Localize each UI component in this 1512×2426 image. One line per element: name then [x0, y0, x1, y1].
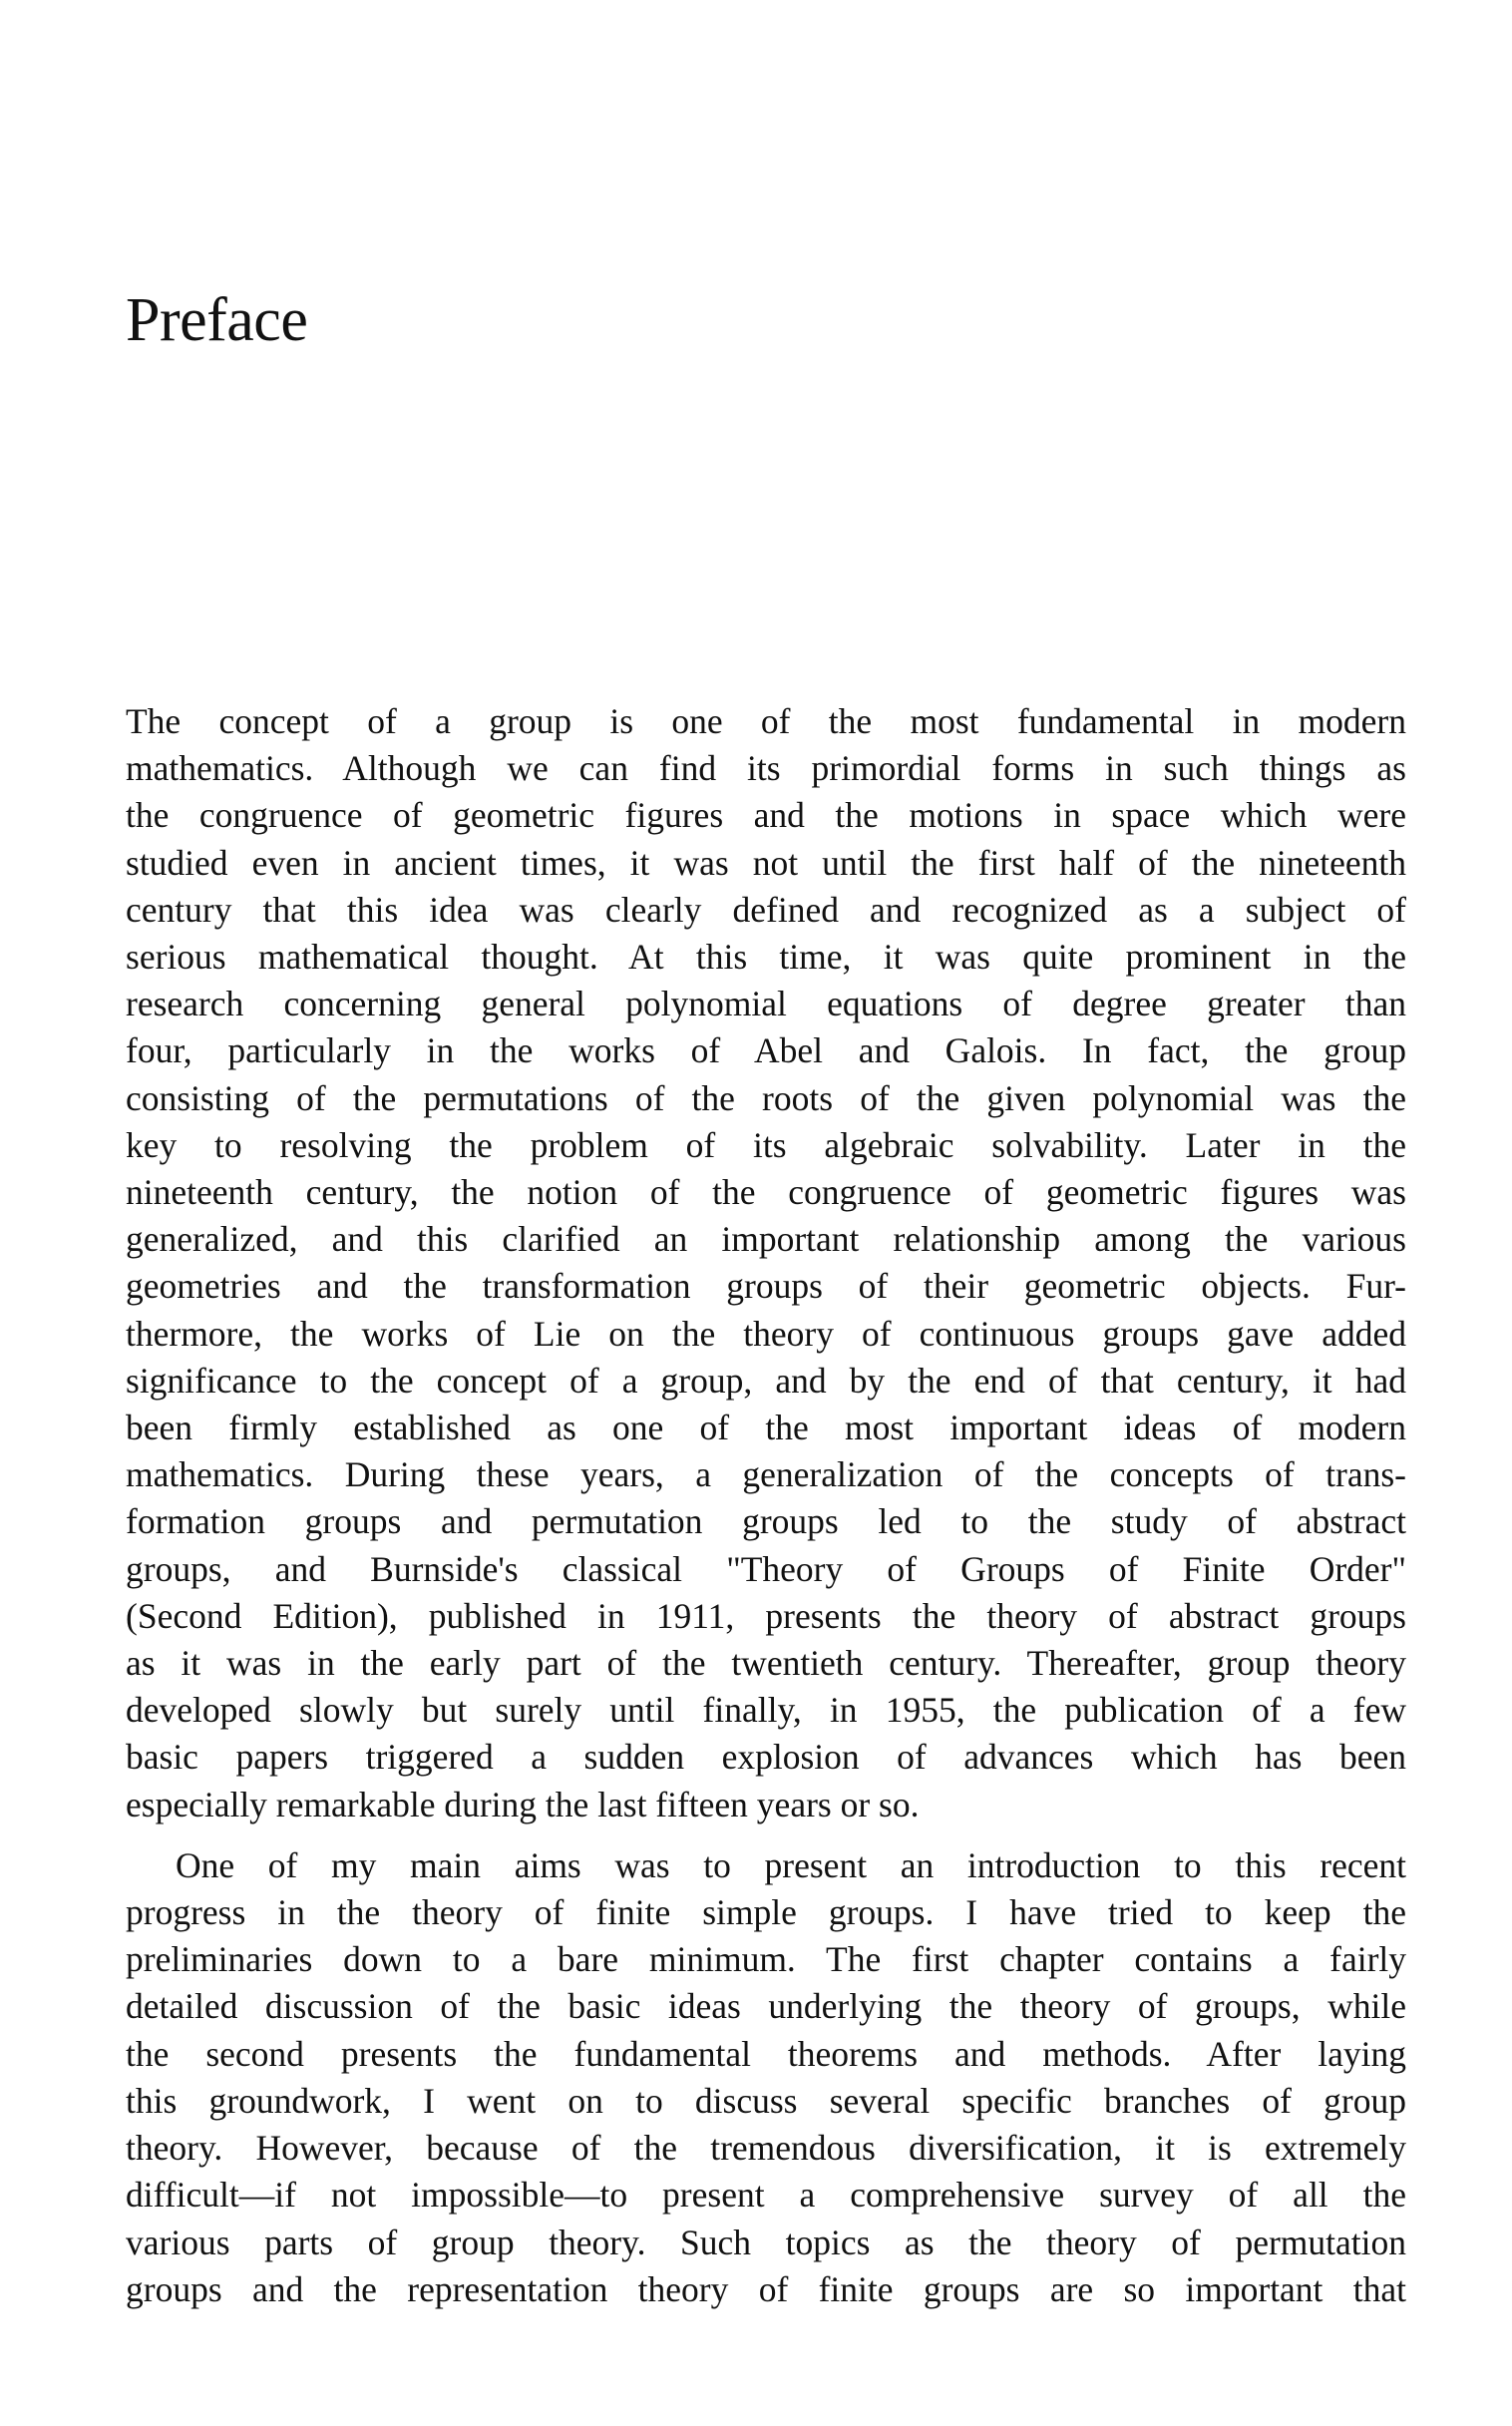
- text-line: (Second Edition), published in 1911, presents the theory of abstract groups: [126, 1595, 1406, 1636]
- text-line: nineteenth century, the notion of the congruence of geometric figures was: [126, 1172, 1406, 1213]
- paragraph-2: [126, 1842, 1406, 2313]
- text-line: generalized, and this clarified an important relationship among the various: [126, 1219, 1406, 1260]
- text-line: preliminaries down to a bare minimum. The first chapter contains a fairly: [126, 1939, 1406, 1980]
- text-line: serious mathematical thought. At this time, it was quite prominent in the: [126, 937, 1406, 978]
- text-line: key to resolving the problem of its algebraic solvability. Later in the: [126, 1124, 1406, 1165]
- text-line: progress in the theory of finite simple groups. I have tried to keep the: [126, 1892, 1406, 1933]
- text-line: basic papers triggered a sudden explosion of advances which has been: [126, 1737, 1406, 1778]
- text-line: this groundwork, I went on to discuss several specific branches of group: [126, 2080, 1406, 2121]
- text-line: studied even in ancient times, it was not until the first half of the nineteenth: [126, 842, 1406, 883]
- text-line: geometries and the transformation groups of their geometric objects. Fur-: [126, 1266, 1406, 1307]
- text-line: various parts of group theory. Such topics as the theory of permutation: [126, 2222, 1406, 2262]
- text-line: theory. However, because of the tremendous diversification, it is extremely: [126, 2128, 1406, 2169]
- paragraph-1: [126, 698, 1406, 1828]
- text-line: groups, and Burnside's classical "Theory of Groups of Finite Order": [126, 1548, 1406, 1589]
- text-line: significance to the concept of a group, and by the end of that century, it had: [126, 1360, 1406, 1401]
- text-line: detailed discussion of the basic ideas underlying the theory of groups, while: [126, 1986, 1406, 2027]
- text-line: The concept of a group is one of the most fundamental in modern: [126, 701, 1406, 741]
- text-line: mathematics. During these years, a generalization of the concepts of trans-: [126, 1454, 1406, 1495]
- text-line: research concerning general polynomial equations of degree greater than: [126, 984, 1406, 1024]
- text-line: the congruence of geometric figures and the motions in space which were: [126, 795, 1406, 836]
- text-line: groups and the representation theory of finite groups are so important that: [126, 2268, 1406, 2309]
- text-line: the second presents the fundamental theorems and methods. After laying: [126, 2033, 1406, 2074]
- text-line: developed slowly but surely until finally, in 1955, the publication of a few: [126, 1690, 1406, 1731]
- text-line: difficult—if not impossible—to present a comprehensive survey of all the: [126, 2175, 1406, 2216]
- text-line: thermore, the works of Lie on the theory of continuous groups gave added: [126, 1313, 1406, 1354]
- text-line: One of my main aims was to present an introduction to this recent: [176, 1844, 1406, 1885]
- text-line: four, particularly in the works of Abel and Galois. In fact, the group: [126, 1030, 1406, 1071]
- text-line: especially remarkable during the last fifteen years or so.: [126, 1784, 920, 1824]
- text-line: mathematics. Although we can find its primordial forms in such things as: [126, 748, 1406, 789]
- text-line: been firmly established as one of the most important ideas of modern: [126, 1408, 1406, 1448]
- text-line: century that this idea was clearly defined and recognized as a subject of: [126, 889, 1406, 930]
- preface-body: [126, 698, 1406, 2313]
- text-line: as it was in the early part of the twentieth century. Thereafter, group theory: [126, 1643, 1406, 1684]
- text-line: consisting of the permutations of the roots of the given polynomial was the: [126, 1077, 1406, 1118]
- text-line: formation groups and permutation groups led to the study of abstract: [126, 1501, 1406, 1542]
- page-title: Preface: [126, 286, 308, 354]
